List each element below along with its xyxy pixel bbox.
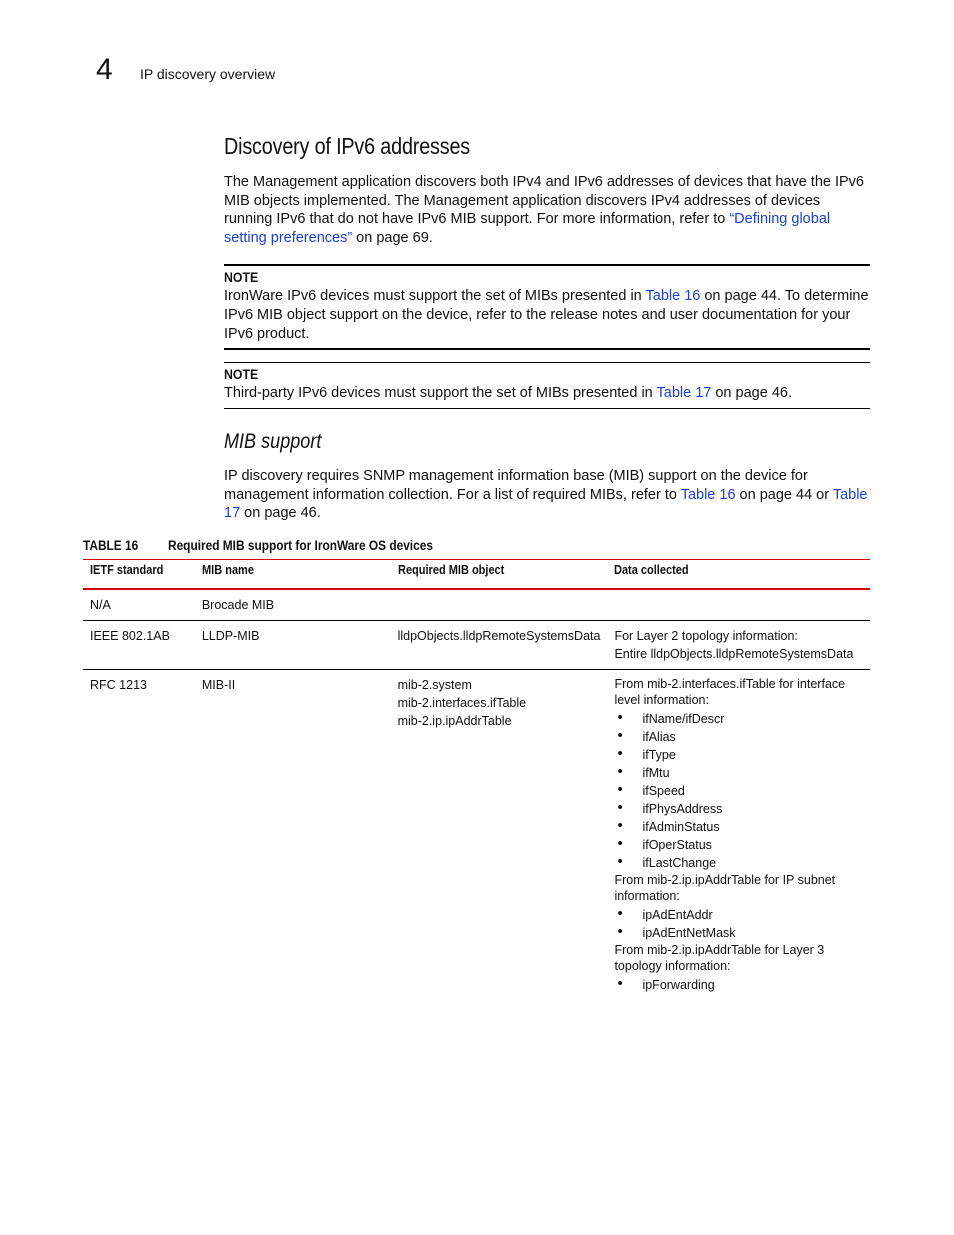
data-group-intro: From mib-2.ip.ipAddrTable for IP subnet information: bbox=[614, 873, 836, 903]
note-bottom-rule bbox=[224, 348, 870, 350]
note-label: NOTE bbox=[224, 366, 259, 382]
table-row bbox=[83, 589, 870, 621]
mib-support-table bbox=[83, 559, 870, 1000]
note-third-party bbox=[224, 362, 870, 409]
cell-objects bbox=[391, 621, 608, 670]
cell-data bbox=[607, 589, 870, 621]
cell-standard: IEEE 802.1AB bbox=[90, 629, 170, 643]
cell-mib-name: MIB-II bbox=[201, 678, 236, 692]
cell-standard: N/A bbox=[90, 598, 111, 612]
table-row bbox=[83, 621, 870, 670]
col-header-data-collected: Data collected bbox=[614, 563, 690, 577]
data-group-intro: From mib-2.interfaces.ifTable for interface level information: bbox=[614, 677, 846, 707]
list-item: • ifLastChange bbox=[614, 854, 863, 872]
list-item: • ifAlias bbox=[614, 728, 863, 746]
intro-text: The Management application discovers both IPv4 and IPv6 addresses of devices that have the IPv6 MIB objects implemented. The Management application discovers IPv4 addresses of devices running IPv6 that do not have IPv6 MIB support. For more information, refer to bbox=[224, 174, 864, 228]
data-line: For Layer 2 topology information: bbox=[614, 629, 798, 643]
table-row bbox=[83, 670, 870, 1001]
note-label: NOTE bbox=[224, 269, 259, 285]
bullet-list bbox=[614, 976, 863, 994]
list-item: • ifAdminStatus bbox=[614, 818, 863, 836]
list-item: • ifType bbox=[614, 746, 863, 764]
note-text bbox=[224, 384, 870, 403]
cell-objects bbox=[391, 589, 608, 621]
object-line: lldpObjects.lldpRemoteSystemsData bbox=[397, 629, 601, 643]
bullet-list bbox=[614, 710, 863, 872]
note-text-end: on page 46. bbox=[711, 385, 792, 401]
object-line: mib-2.interfaces.ifTable bbox=[397, 696, 527, 710]
mib-support-paragraph bbox=[224, 467, 872, 523]
note-top-rule bbox=[224, 264, 870, 266]
cell-data bbox=[607, 621, 870, 670]
cell-data bbox=[607, 670, 870, 1001]
list-item: • ifName/ifDescr bbox=[614, 710, 863, 728]
note-ironware bbox=[224, 264, 870, 350]
list-item: • ifMtu bbox=[614, 764, 863, 782]
table-caption-label: TABLE 16 bbox=[83, 538, 139, 553]
table-16-link[interactable]: Table 16 bbox=[680, 486, 736, 503]
mib-text-mid: on page 44 or bbox=[735, 486, 833, 503]
data-line: Entire lldpObjects.lldpRemoteSystemsData bbox=[614, 647, 854, 661]
cell-mib-name: LLDP-MIB bbox=[201, 629, 260, 643]
col-header-ietf-standard: IETF standard bbox=[90, 563, 164, 577]
list-item: • ifPhysAddress bbox=[614, 800, 863, 818]
note-bottom-rule bbox=[224, 408, 870, 409]
note-text-end: on page 44. To determine IPv6 MIB object support on the device, refer to the release notes and user documentation for your IPv6 product. bbox=[224, 288, 869, 342]
intro-paragraph bbox=[224, 173, 872, 248]
note-text-start: Third-party IPv6 devices must support the set of MIBs presented in bbox=[224, 385, 657, 401]
chapter-title: IP discovery overview bbox=[140, 66, 276, 82]
list-item: • ifOperStatus bbox=[614, 836, 863, 854]
table-17-link[interactable]: Table 17 bbox=[224, 486, 868, 522]
col-header-required-object: Required MIB object bbox=[397, 563, 504, 577]
object-line: mib-2.system bbox=[397, 678, 472, 692]
col-header-mib-name: MIB name bbox=[201, 563, 254, 577]
cell-objects bbox=[391, 670, 608, 1001]
data-group-intro: From mib-2.ip.ipAddrTable for Layer 3 topology information: bbox=[614, 943, 825, 973]
object-line: mib-2.ip.ipAddrTable bbox=[397, 714, 512, 728]
table-header-row bbox=[83, 560, 870, 590]
subsection-title: MIB support bbox=[224, 430, 322, 453]
table-17-link[interactable]: Table 17 bbox=[656, 385, 712, 401]
list-item: • ipForwarding bbox=[614, 976, 863, 994]
note-top-rule bbox=[224, 362, 870, 363]
cell-standard: RFC 1213 bbox=[90, 678, 147, 692]
bullet-list bbox=[614, 906, 863, 942]
table-caption-title: Required MIB support for IronWare OS devices bbox=[168, 538, 433, 553]
chapter-number: 4 bbox=[96, 53, 113, 86]
intro-text-end: on page 69. bbox=[352, 230, 433, 247]
cell-mib-name: Brocade MIB bbox=[201, 598, 275, 612]
section-title: Discovery of IPv6 addresses bbox=[224, 133, 471, 159]
note-text-start: IronWare IPv6 devices must support the set of MIBs presented in bbox=[224, 288, 646, 304]
mib-text: IP discovery requires SNMP management information base (MIB) support on the device for management information collection. For a list of required MIBs, refer to bbox=[224, 468, 808, 503]
table-caption bbox=[83, 537, 469, 555]
mib-text-end: on page 46. bbox=[240, 505, 321, 522]
list-item: • ipAdEntNetMask bbox=[614, 924, 863, 942]
note-text bbox=[224, 287, 870, 344]
list-item: • ifSpeed bbox=[614, 782, 863, 800]
defining-global-settings-link[interactable]: “Defining global setting preferences” bbox=[224, 211, 831, 247]
list-item: • ipAdEntAddr bbox=[614, 906, 863, 924]
table-16-link[interactable]: Table 16 bbox=[645, 288, 701, 304]
